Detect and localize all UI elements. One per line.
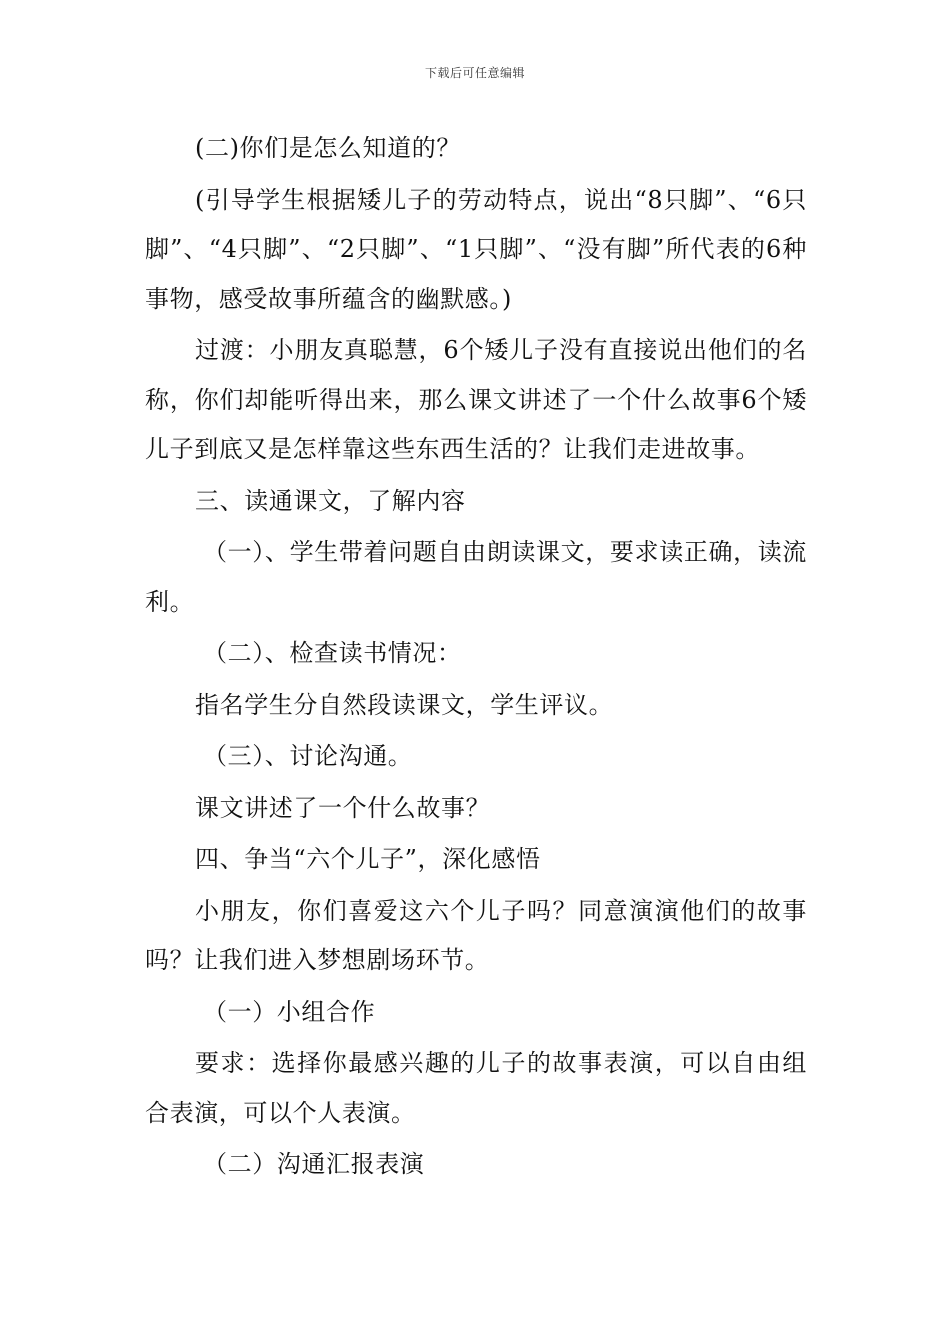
paragraph: 过渡：小朋友真聪慧，6个矮儿子没有直接说出他们的名称，你们却能听得出来，那么课文讲述了一个什么故事6个矮儿子到底又是怎样靠这些东西生活的？让我们走进故事。 [145,336,807,463]
document-body [145,124,807,1192]
paragraph: （一）、学生带着问题自由朗读课文，要求读正确，读流利。 [145,538,807,616]
paragraph: 要求：选择你最感兴趣的儿子的故事表演，可以自由组合表演，可以个人表演。 [145,1049,807,1127]
section-heading: 三、读通课文，了解内容 [195,486,466,515]
paragraph: (二)你们是怎么知道的？ [195,134,461,162]
paragraph: 小朋友，你们喜爱这六个儿子吗？同意演演他们的故事吗？让我们进入梦想剧场环节。 [145,896,807,974]
subheading: （三）、讨论沟通。 [203,742,413,770]
subheading: （二）、检查读书情况： [203,639,462,667]
paragraph: 指名学生分自然段读课文，学生评议。 [195,690,614,719]
page-header: 下载后可任意编辑 [424,66,525,80]
subheading: （二）沟通汇报表演 [203,1150,425,1178]
subheading: （一）小组合作 [203,997,376,1026]
paragraph: (引导学生根据矮儿子的劳动特点，说出“8只脚”、“6只脚”、“4只脚”、“2只脚”、“1只脚”、“没有脚”所代表的6种事物，感受故事所蕴含的幽默感。) [145,185,807,313]
section-heading: 四、争当“六个儿子”，深化感悟 [195,845,541,873]
paragraph: 课文讲述了一个什么故事？ [195,793,491,822]
